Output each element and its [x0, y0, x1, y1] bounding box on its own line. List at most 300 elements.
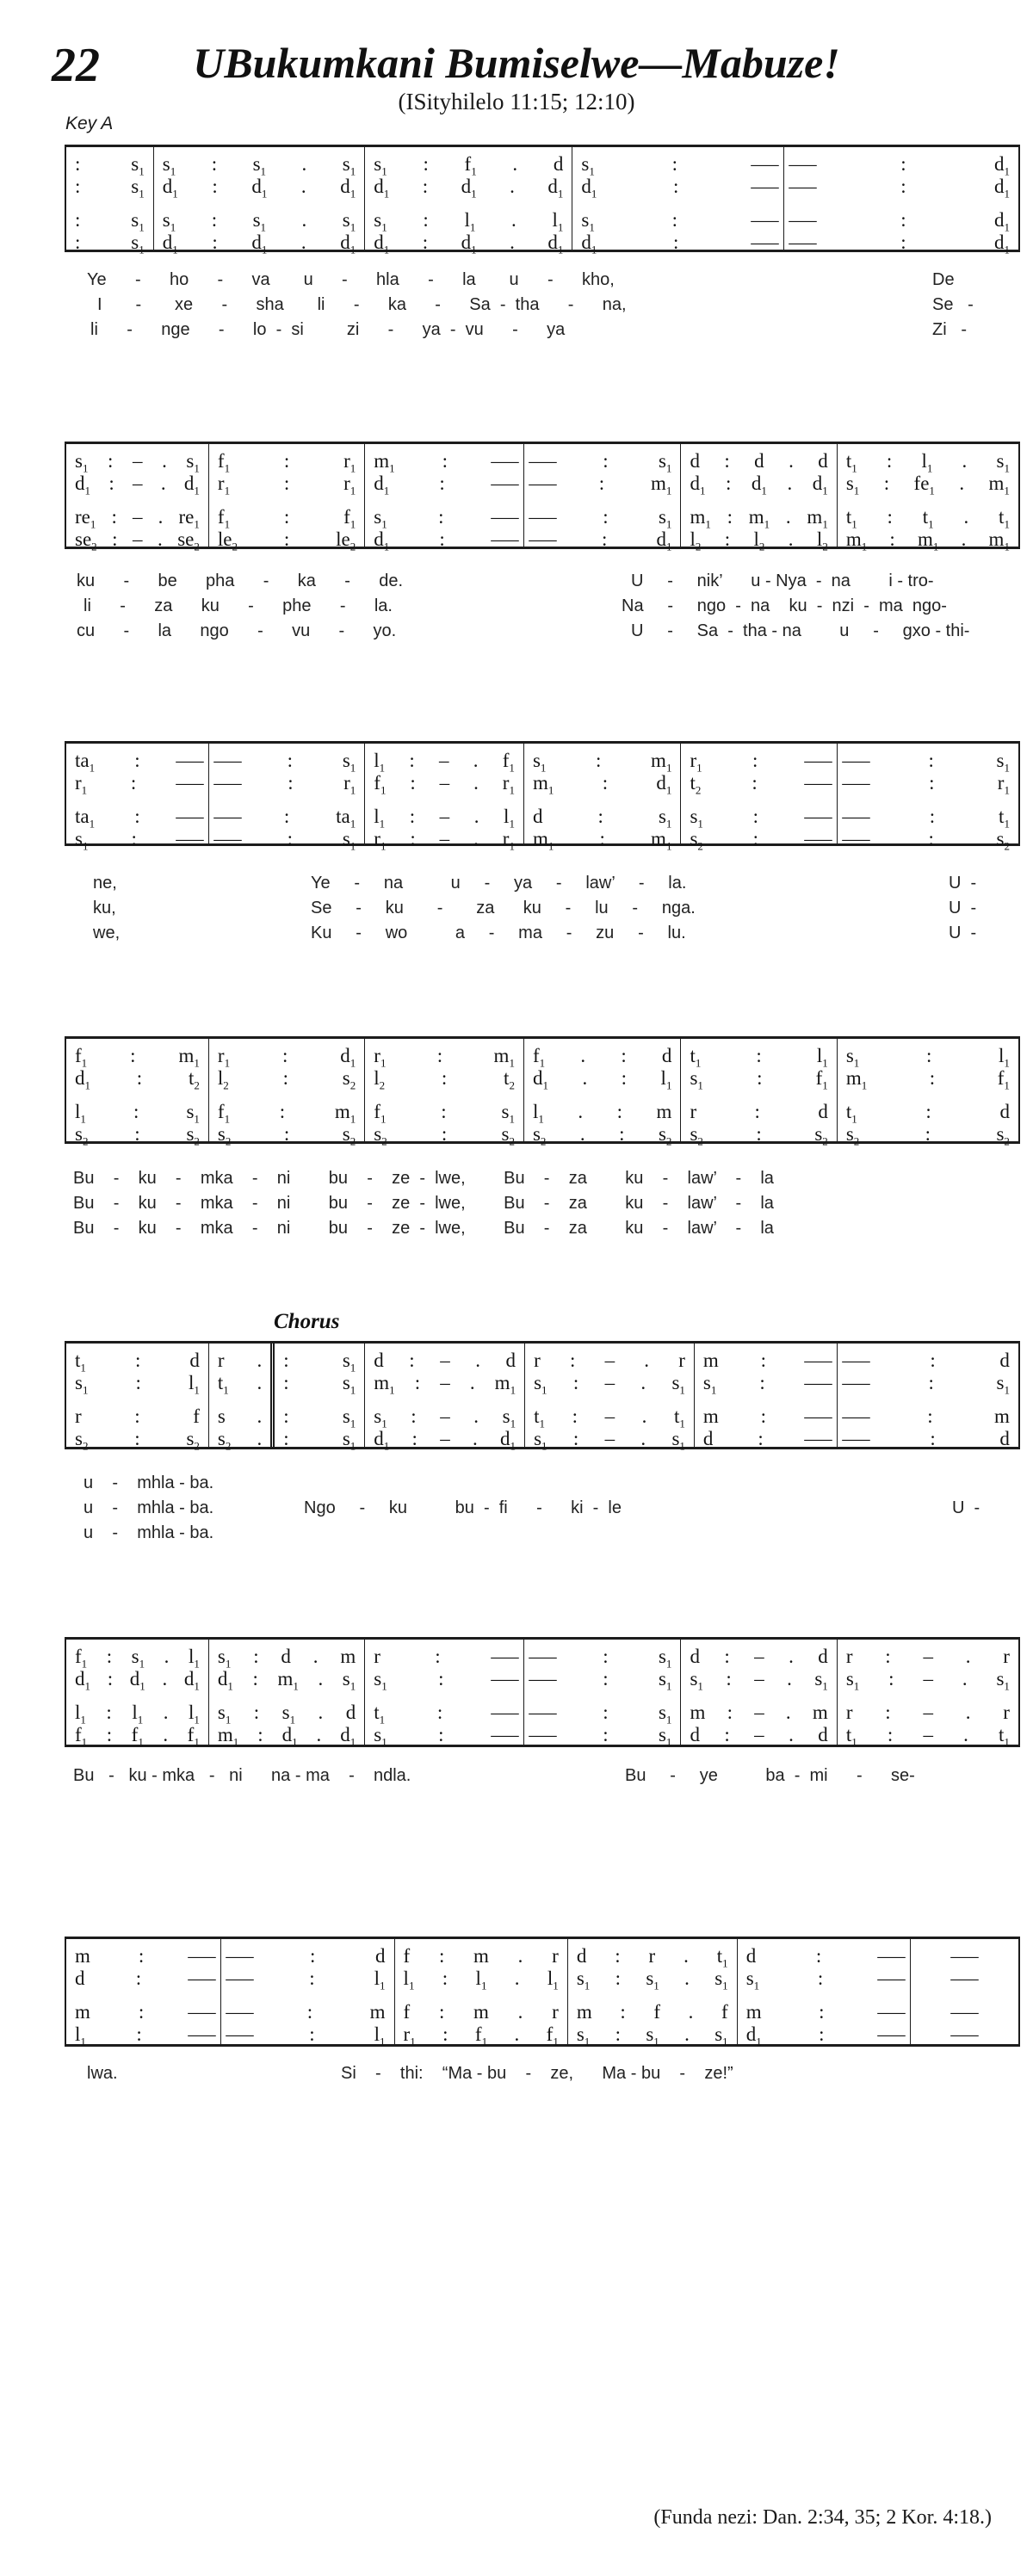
solfa-token: r: [845, 1646, 853, 1667]
solfa-token: s: [217, 1405, 226, 1427]
voice-row-cell: [365, 1350, 524, 1372]
solfa-token: –: [439, 772, 450, 794]
voice-row-cell: [365, 1101, 523, 1126]
solfa-token: .: [789, 450, 794, 472]
solfa-token: .: [510, 176, 515, 197]
measure: [365, 1039, 524, 1148]
solfa-token: :: [752, 772, 758, 794]
solfa-token: $d_1$: [75, 1668, 90, 1693]
solfa-token: :: [439, 528, 445, 550]
solfa-token: .: [163, 1702, 169, 1723]
solfa-token: :: [672, 176, 679, 197]
solfa-token: m: [702, 1350, 719, 1371]
voice-row-cell: [66, 1702, 208, 1727]
solfa-token: $l_1$: [374, 2023, 386, 2048]
solfa-token: :: [569, 1350, 576, 1371]
solfa-token: :: [756, 1123, 762, 1145]
measure: [209, 1640, 365, 1749]
solfa-token: :: [756, 1045, 762, 1066]
solfa-token: —: [213, 828, 242, 849]
solfa-token: $t_1$: [922, 506, 934, 531]
solfa-token: :: [283, 806, 290, 827]
voice-row-cell: [209, 1724, 364, 1749]
solfa-token: :: [136, 1067, 143, 1089]
solfa-token: $d_1$: [251, 232, 268, 256]
solfa-token: .: [475, 1350, 480, 1371]
solfa-token: :: [929, 772, 935, 794]
solfa-token: :: [441, 1123, 448, 1145]
solfa-token: $l_1$: [547, 1968, 559, 1992]
solfa-token: $d_1$: [183, 1668, 200, 1693]
voice-row-cell: [365, 176, 572, 201]
voice-row-cell: [838, 1372, 1018, 1397]
solfa-token: $d_1$: [162, 176, 178, 201]
solfa-token: $s_1$: [131, 209, 145, 234]
solfa-token: :: [283, 473, 290, 494]
solfa-token: :: [885, 1646, 891, 1667]
solfa-token: $s_1$: [75, 828, 89, 853]
solfa-token: :: [283, 506, 290, 528]
solfa-token: $s_2$: [186, 1428, 200, 1453]
solfa-token: –: [754, 1646, 764, 1667]
solfa-token: $s_1$: [845, 1045, 860, 1070]
solfa-token: $t_1$: [845, 450, 857, 475]
solfa-token: $s_2$: [75, 1123, 89, 1148]
solfa-token: —: [789, 209, 817, 231]
solfa-token: .: [580, 1045, 586, 1066]
solfa-token: $d_1$: [547, 232, 564, 256]
solfa-token: –: [439, 828, 450, 849]
voice-row-cell: [365, 1067, 523, 1090]
lyric-segment: lwa.: [87, 2064, 118, 2083]
voice-row-cell: [66, 473, 208, 495]
solfa-token: m: [473, 1945, 489, 1967]
voice-row-cell: [695, 1428, 837, 1450]
solfa-token: $r_1$: [343, 473, 356, 497]
solfa-token: —: [188, 1968, 216, 1989]
solfa-token: .: [644, 1350, 650, 1371]
solfa-token: $r_1$: [502, 772, 515, 797]
voice-row-cell: [209, 1067, 364, 1090]
solfa-token: $s_1$: [162, 153, 176, 178]
solfa-token: .: [300, 232, 306, 253]
solfa-token: –: [440, 1428, 450, 1449]
solfa-token: $d_1$: [581, 176, 597, 201]
solfa-token: .: [473, 806, 479, 827]
solfa-token: .: [512, 153, 518, 175]
music-system: [65, 1937, 1020, 2047]
measure: [681, 444, 837, 553]
solfa-token: $s_1$: [186, 450, 200, 475]
solfa-token: –: [604, 1428, 615, 1449]
solfa-token: r: [374, 1646, 380, 1667]
solfa-token: :: [888, 1668, 894, 1690]
solfa-token: :: [423, 153, 429, 175]
solfa-token: :: [106, 1702, 112, 1723]
solfa-token: $r_1$: [502, 828, 515, 853]
solfa-token: $l_1$: [532, 1101, 544, 1126]
solfa-token: —: [213, 772, 242, 794]
voice-row-cell: [524, 1123, 680, 1146]
solfa-token: $m_1$: [988, 473, 1010, 497]
voice-row-cell: [681, 828, 836, 853]
solfa-token: $m_1$: [918, 528, 939, 553]
voice-row-cell: [66, 1405, 208, 1428]
solfa-token: :: [602, 772, 609, 794]
voice-row-cell: [568, 1945, 737, 1968]
solfa-token: m: [812, 1702, 828, 1723]
solfa-token: .: [582, 1067, 588, 1089]
music-system: [65, 1036, 1020, 1148]
solfa-token: $f_1$: [374, 1101, 387, 1126]
solfa-token: $s_2$: [658, 1123, 672, 1148]
solfa-token: f: [653, 2001, 660, 2023]
voice-row-cell: [209, 1405, 270, 1428]
solfa-token: .: [301, 153, 307, 175]
solfa-token: $d_1$: [251, 176, 268, 201]
solfa-token: .: [158, 506, 164, 528]
voice-row-cell: [209, 1350, 270, 1372]
solfa-token: $l_1$: [403, 1968, 415, 1992]
solfa-token: r: [552, 1945, 559, 1967]
solfa-token: :: [819, 2023, 825, 2045]
voice-row-cell: [66, 1428, 208, 1453]
song-number: 22: [52, 39, 100, 92]
voice-row-cell: [395, 1945, 567, 1968]
solfa-token: $s_1$: [996, 1372, 1010, 1397]
solfa-token: $ta_1$: [75, 750, 96, 775]
solfa-token: .: [641, 1405, 647, 1427]
solfa-token: :: [603, 1668, 609, 1690]
solfa-token: $s_1$: [342, 1372, 356, 1397]
solfa-token: :: [108, 450, 114, 472]
solfa-token: —: [842, 750, 870, 771]
solfa-token: $d_1$: [461, 176, 477, 201]
solfa-token: d: [553, 153, 564, 175]
solfa-token: $s_1$: [658, 1724, 672, 1749]
lyric-segment: li - nge - lo - si zi - ya - vu - ya: [90, 320, 566, 339]
solfa-token: $m_1$: [845, 528, 868, 553]
solfa-token: :: [138, 1945, 145, 1967]
voice-row-cell: [738, 2001, 910, 2023]
solfa-token: $s_1$: [814, 1668, 828, 1693]
solfa-token: —: [789, 232, 817, 253]
solfa-token: —: [188, 2001, 216, 2023]
voice-row-cell: [365, 750, 523, 775]
solfa-token: .: [579, 1123, 585, 1145]
solfa-token: $s_1$: [374, 1668, 387, 1693]
solfa-token: :: [572, 1428, 579, 1449]
solfa-token: $d_1$: [340, 1724, 356, 1749]
solfa-token: :: [752, 828, 759, 849]
solfa-token: :: [306, 2001, 313, 2023]
voice-row-cell: [66, 2023, 220, 2046]
solfa-token: :: [279, 1101, 286, 1122]
lyric-segment: u - mhla - ba.: [84, 1498, 214, 1517]
solfa-token: $fe_1$: [913, 473, 935, 497]
voice-row-cell: [525, 1428, 694, 1453]
solfa-token: d: [818, 1646, 828, 1667]
solfa-token: .: [473, 1405, 479, 1427]
voice-row-cell: [365, 1702, 523, 1727]
measure: [365, 744, 524, 853]
solfa-token: —: [804, 1428, 832, 1449]
solfa-token: :: [819, 2001, 825, 2023]
voice-row-cell: [275, 1405, 364, 1428]
solfa-token: $t_1$: [716, 1945, 728, 1970]
solfa-token: :: [283, 450, 290, 472]
solfa-token: $r_1$: [217, 1045, 231, 1070]
solfa-token: $s_2$: [690, 828, 703, 853]
solfa-token: :: [133, 1101, 139, 1122]
voice-row-cell: [838, 528, 1018, 551]
solfa-token: —: [804, 750, 832, 771]
solfa-token: $f_1$: [464, 153, 477, 178]
solfa-token: $d_1$: [581, 232, 597, 256]
voice-row-cell: [66, 1123, 208, 1146]
voice-row-cell: [209, 806, 364, 831]
voice-row-cell: [572, 232, 783, 254]
solfa-token: .: [961, 528, 967, 550]
solfa-token: :: [283, 528, 290, 550]
voice-row-cell: [838, 1668, 1018, 1693]
solfa-token: :: [928, 750, 934, 771]
solfa-token: $s_2$: [217, 1428, 232, 1453]
voice-row-cell: [209, 750, 364, 775]
solfa-token: $d_1$: [532, 1067, 548, 1092]
solfa-token: :: [889, 528, 895, 550]
measure: [221, 1939, 394, 2048]
lyric-segment: Na - ngo - na ku - nzi - ma ngo-: [622, 596, 947, 615]
solfa-token: r: [678, 1350, 685, 1371]
measure: [66, 1939, 221, 2048]
solfa-token: .: [684, 2023, 690, 2045]
voice-row-cell: [221, 2001, 393, 2023]
lyric-segment: U - nik’ u - Nya - na i - tro-: [631, 571, 934, 590]
solfa-token: r: [1003, 1702, 1010, 1723]
solfa-token: —: [751, 232, 779, 253]
solfa-token: :: [442, 1968, 448, 1989]
solfa-token: m: [340, 1646, 356, 1667]
solfa-token: $s_2$: [342, 1123, 356, 1148]
voice-row-cell: [524, 1067, 680, 1090]
solfa-token: $d_1$: [340, 232, 356, 256]
solfa-token: .: [684, 1945, 689, 1967]
measure: [838, 1344, 1018, 1447]
solfa-token: .: [688, 2001, 694, 2023]
solfa-token: :: [131, 828, 137, 849]
lyric-segment: U -: [949, 924, 977, 942]
solfa-token: :: [752, 750, 758, 771]
solfa-token: $d_1$: [340, 1045, 356, 1070]
solfa-token: $l_1$: [75, 2023, 86, 2048]
solfa-token: :: [138, 2001, 145, 2023]
solfa-token: $f_1$: [343, 506, 356, 531]
solfa-token: $s_2$: [374, 1123, 387, 1148]
solfa-token: .: [257, 1428, 263, 1449]
solfa-token: .: [473, 750, 479, 771]
voice-row-cell: [524, 772, 680, 797]
voice-row-cell: [395, 2001, 567, 2023]
voice-row-cell: [838, 806, 1018, 831]
solfa-token: r: [845, 1702, 853, 1723]
solfa-token: $d_1$: [993, 209, 1010, 234]
solfa-token: $d_1$: [812, 473, 828, 497]
solfa-token: $s_1$: [131, 1646, 145, 1671]
solfa-token: $s_1$: [534, 1428, 547, 1453]
solfa-token: —: [877, 2001, 906, 2023]
solfa-token: $t_1$: [999, 506, 1010, 531]
voice-row-cell: [838, 828, 1018, 853]
solfa-token: $l_2$: [816, 528, 828, 553]
voice-row-cell: [838, 1428, 1018, 1450]
measure: [524, 444, 681, 553]
solfa-token: :: [75, 153, 81, 175]
solfa-token: :: [887, 506, 893, 528]
solfa-token: $s_1$: [714, 2023, 728, 2048]
solfa-token: $d_1$: [217, 1668, 233, 1693]
solfa-token: $f_1$: [131, 1724, 144, 1749]
solfa-token: $t_1$: [217, 1372, 229, 1397]
solfa-token: —: [877, 1945, 906, 1967]
solfa-token: $d_1$: [656, 772, 672, 797]
solfa-token: $f_1$: [217, 506, 231, 531]
solfa-token: :: [134, 750, 140, 771]
solfa-token: —: [804, 1350, 832, 1371]
music-system: [65, 442, 1020, 553]
solfa-token: $s_1$: [690, 1067, 703, 1092]
solfa-token: :: [603, 506, 609, 528]
solfa-token: :: [435, 1646, 441, 1667]
solfa-token: :: [409, 750, 415, 771]
solfa-token: m: [690, 1702, 706, 1723]
solfa-token: $s_1$: [646, 2023, 659, 2048]
solfa-token: —: [213, 750, 242, 771]
solfa-token: m: [702, 1405, 719, 1427]
lyric-segment: U -: [949, 899, 977, 917]
voice-row-cell: [66, 1045, 208, 1070]
lyric-segment: U -: [949, 874, 977, 893]
solfa-token: :: [75, 176, 81, 197]
solfa-token: $t_2$: [690, 772, 702, 797]
voice-row-cell: [524, 1724, 680, 1749]
solfa-token: —: [842, 772, 870, 794]
lyric-segment: li - za ku - phe - la.: [84, 596, 393, 615]
solfa-token: $r_1$: [997, 772, 1010, 797]
solfa-token: —: [529, 450, 557, 472]
solfa-token: $m_1$: [374, 1372, 395, 1397]
voice-row-cell: [838, 1350, 1018, 1372]
solfa-token: :: [414, 1372, 421, 1393]
solfa-token: –: [923, 1702, 933, 1723]
solfa-token: $s_1$: [342, 1428, 356, 1453]
solfa-token: f: [193, 1405, 200, 1427]
solfa-token: $d_1$: [993, 153, 1010, 178]
measure: [524, 1039, 681, 1148]
voice-row-cell: [681, 1123, 836, 1146]
voice-row-cell: [209, 528, 364, 551]
solfa-token: $t_1$: [374, 1702, 386, 1727]
solfa-token: $l_1$: [188, 1702, 200, 1727]
solfa-token: :: [253, 1702, 260, 1723]
solfa-token: :: [900, 209, 906, 231]
solfa-token: $f_1$: [374, 772, 387, 797]
solfa-token: $t_2$: [504, 1067, 515, 1092]
solfa-token: .: [157, 528, 163, 550]
solfa-token: –: [133, 506, 143, 528]
voice-row-cell: [395, 2023, 567, 2046]
solfa-token: :: [283, 1428, 289, 1449]
voice-row-cell: [66, 1945, 220, 1968]
voice-row-cell: [572, 153, 783, 176]
solfa-token: .: [788, 528, 794, 550]
solfa-token: :: [422, 232, 429, 253]
voice-row-cell: [365, 528, 523, 551]
solfa-token: –: [133, 528, 143, 550]
voice-row-cell: [572, 176, 783, 201]
voice-row-cell: [365, 1724, 523, 1749]
voice-row-cell: [275, 1428, 364, 1453]
solfa-token: :: [572, 1372, 579, 1393]
solfa-token: :: [134, 1405, 140, 1427]
solfa-token: :: [572, 1405, 578, 1427]
solfa-token: f: [403, 2001, 411, 2023]
solfa-token: —: [529, 1702, 557, 1723]
solfa-token: d: [661, 1045, 672, 1066]
solfa-token: $m_1$: [845, 1067, 868, 1092]
voice-row-cell: [66, 750, 208, 775]
voice-row-cell: [66, 1668, 208, 1693]
solfa-token: .: [510, 232, 515, 253]
solfa-token: —: [842, 1350, 870, 1371]
voice-row-cell: [524, 828, 680, 853]
solfa-token: :: [134, 1350, 141, 1371]
voice-row-cell: [568, 2023, 737, 2046]
solfa-token: :: [900, 232, 906, 253]
voice-row-cell: [681, 806, 836, 831]
solfa-token: $s_1$: [581, 209, 595, 234]
solfa-token: –: [604, 1372, 615, 1393]
solfa-token: d: [818, 1101, 828, 1122]
solfa-token: $t_1$: [674, 1405, 685, 1430]
voice-row-cell: [275, 1372, 364, 1397]
voice-row-cell: [681, 506, 836, 531]
measure: [275, 1344, 365, 1453]
voice-row-cell: [838, 1045, 1018, 1070]
solfa-token: $l_2$: [374, 1067, 386, 1092]
solfa-token: —: [877, 1968, 906, 1989]
solfa-token: .: [163, 1724, 169, 1745]
solfa-token: d: [75, 1968, 85, 1989]
voice-row-cell: [365, 450, 523, 473]
solfa-token: :: [439, 473, 445, 494]
solfa-token: $s_1$: [646, 1968, 659, 1992]
solfa-token: $t_2$: [188, 1067, 200, 1092]
measure: [695, 1344, 838, 1447]
voice-row-cell: [209, 473, 364, 495]
lyric-segment: Ku - wo a - ma - zu - lu.: [311, 924, 686, 942]
voice-row-cell: [66, 1646, 208, 1671]
solfa-token: $s_1$: [581, 153, 595, 178]
voice-row-cell: [66, 506, 208, 531]
solfa-token: $f_1$: [532, 1045, 546, 1070]
solfa-token: –: [440, 1350, 450, 1371]
solfa-token: $d_1$: [745, 2023, 762, 2048]
solfa-token: d: [281, 1646, 291, 1667]
solfa-token: $l_2$: [690, 528, 702, 553]
solfa-token: $r_1$: [343, 450, 356, 475]
solfa-token: $l_1$: [132, 1702, 144, 1727]
